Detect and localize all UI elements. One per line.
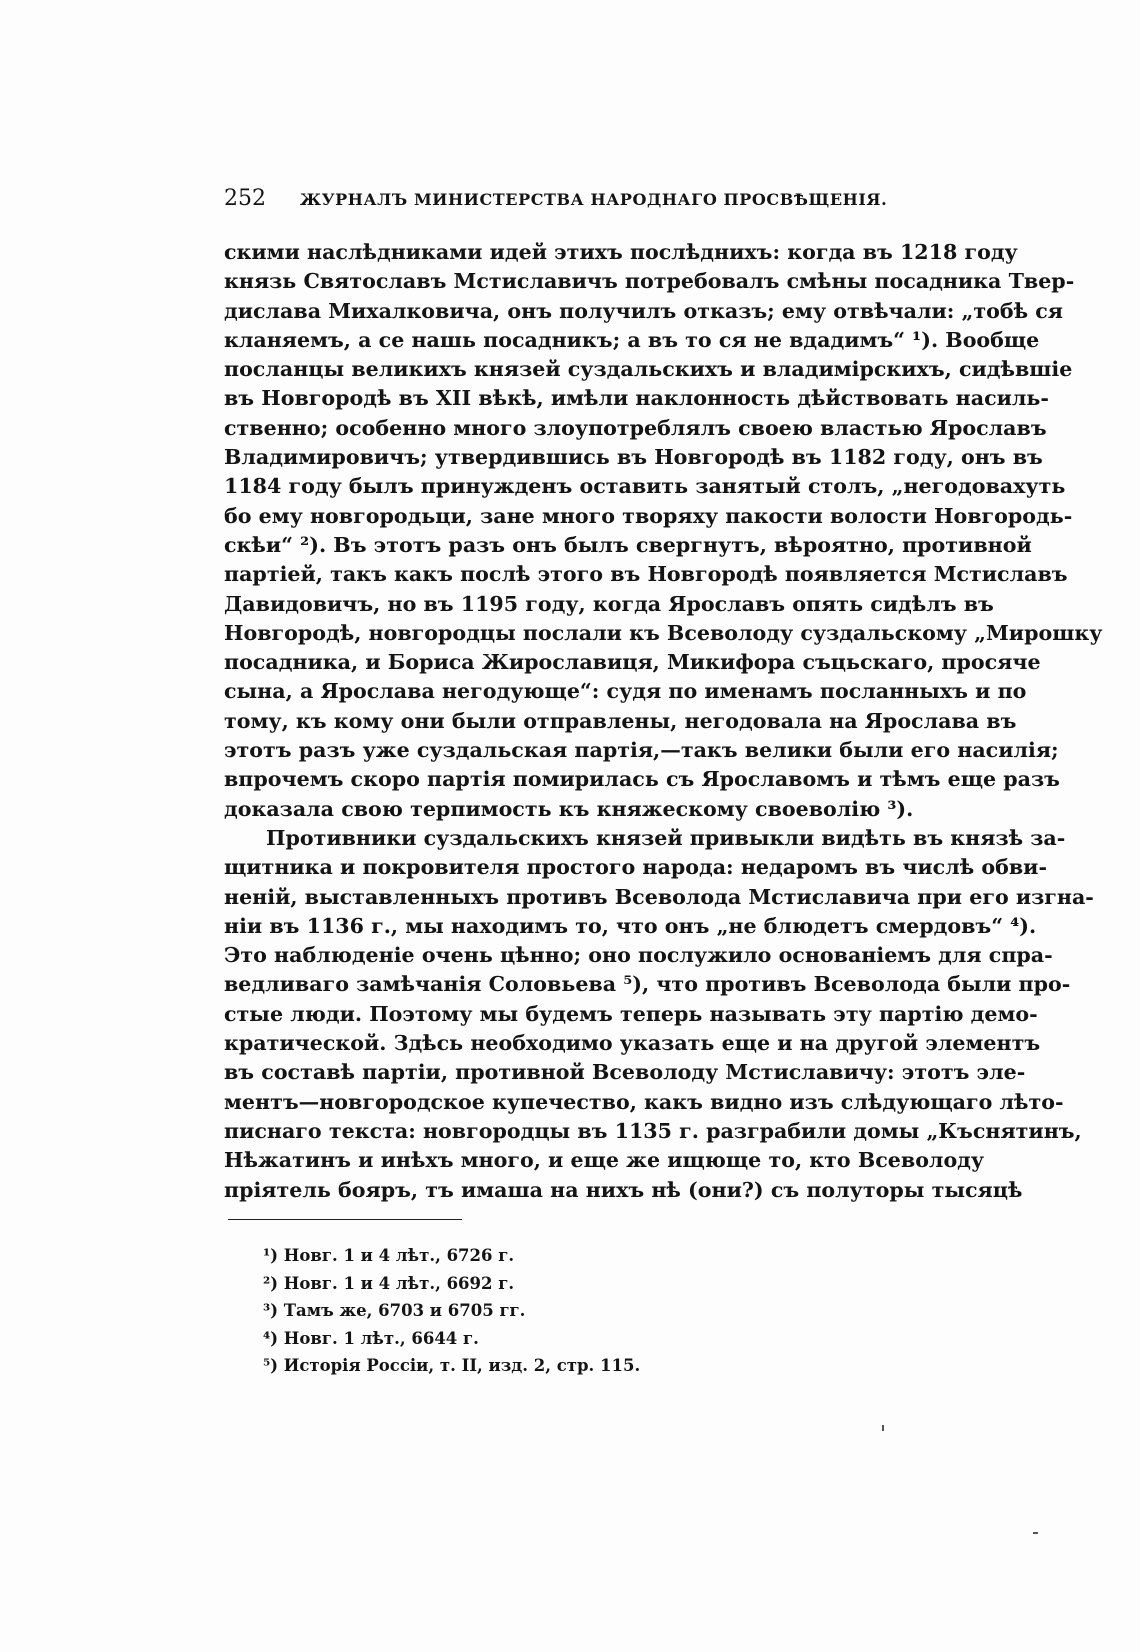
text-line: скими наслѣдниками идей этихъ послѣднихъ: когда въ 1218 году bbox=[224, 240, 1018, 264]
text-line: 1184 году былъ принужденъ оставить занятый столъ, „негодовахуть bbox=[224, 474, 1066, 499]
text-line: дислава Михалковича, онъ получилъ отказъ; ему отвѣчали: „тобѣ ся bbox=[224, 298, 1064, 323]
text-line: въ составѣ партіи, противной Всеволоду Мстиславичу: этотъ эле- bbox=[224, 1060, 1026, 1085]
paragraph-first-line: Противники суздальскихъ князей привыкли видѣть въ князѣ за- bbox=[266, 825, 1066, 850]
text-line: Давидовичъ, но въ 1195 году, когда Ярославъ опять сидѣлъ въ bbox=[224, 591, 994, 616]
scan-speck bbox=[1033, 1532, 1038, 1534]
text-line: въ Новгородѣ въ XII вѣкѣ, имѣли наклонность дѣйствовать насиль- bbox=[224, 386, 1049, 411]
text-line: тому, къ кому они были отправлены, негодовала на Ярослава въ bbox=[224, 708, 1017, 733]
text-line: посадника, и Бориса Жирославиця, Микифора съцьскаго, просяче bbox=[224, 650, 1041, 675]
text-line: щитника и покровителя простого народа: недаромъ въ числѣ обви- bbox=[224, 855, 1047, 880]
text-line: ментъ—новгородское купечество, какъ видно изъ слѣдующаго лѣто- bbox=[224, 1089, 1064, 1114]
text-line: этотъ разъ уже суздальская партія,—такъ велики были его насилія; bbox=[224, 738, 1059, 763]
text-line: партіей, такъ какъ послѣ этого въ Новгородѣ появляется Мстиславъ bbox=[224, 562, 1068, 587]
footnote: ⁴) Новг. 1 лѣт., 6644 г. bbox=[263, 1328, 479, 1348]
text-line: ственно; особенно много злоупотреблялъ своею властью Ярославъ bbox=[224, 415, 1047, 440]
page-header bbox=[224, 186, 934, 211]
running-title: ЖУРНАЛЪ МИНИСТЕРСТВА НАРОДНАГО ПРОСВѢЩЕНІЯ. bbox=[300, 190, 888, 209]
text-line: писнаго текста: новгородцы въ 1135 г. разграбили домы „Къснятинъ, bbox=[224, 1118, 1082, 1143]
text-line: Владимировичъ; утвердившись въ Новгородѣ въ 1182 году, онъ въ bbox=[224, 445, 1043, 470]
footnote: ¹) Новг. 1 и 4 лѣт., 6726 г. bbox=[263, 1246, 515, 1265]
text-line: ніи въ 1136 г., мы находимъ то, что онъ „не блюдетъ смердовъ“ ⁴). bbox=[224, 913, 1037, 938]
footnote-divider bbox=[228, 1219, 462, 1220]
text-line: князь Святославъ Мстиславичъ потребовалъ смѣны посадника Твер- bbox=[224, 269, 1075, 294]
text-line: посланцы великихъ князей суздальскихъ и владимірскихъ, сидѣвшіе bbox=[224, 357, 1073, 382]
text-line: бо ему новгородьци, зане много творяху пакости волости Новгородь- bbox=[224, 503, 1073, 528]
main-text bbox=[224, 238, 1103, 1205]
footnotes bbox=[263, 1242, 863, 1380]
text-line: сына, а Ярослава негодующе“: судя по именамъ посланныхъ и по bbox=[224, 679, 1027, 704]
text-line: Это наблюденіе очень цѣнно; оно послужило основаніемъ для спра- bbox=[224, 943, 1053, 968]
text-line: скѣи“ ²). Въ этотъ разъ онъ былъ свергнутъ, вѣроятно, противной bbox=[224, 532, 1032, 557]
text-line: неній, выставленныхъ противъ Всеволода Мстиславича при его изгна- bbox=[224, 884, 1094, 909]
scan-speck bbox=[882, 1425, 884, 1431]
text-line: Новгородѣ, новгородцы послали къ Всеволоду суздальскому „Мирошку bbox=[224, 620, 1103, 645]
text-line: впрочемъ скоро партія помирилась съ Ярославомъ и тѣмъ еще разъ bbox=[224, 767, 1060, 792]
text-line: стые люди. Поэтому мы будемъ теперь называть эту партію демо- bbox=[224, 1001, 1038, 1026]
text-line: ведливаго замѣчанія Соловьева ⁵), что противъ Всеволода были про- bbox=[224, 972, 1071, 997]
footnote: ²) Новг. 1 и 4 лѣт., 6692 г. bbox=[263, 1273, 515, 1293]
footnote: ³) Тамъ же, 6703 и 6705 гг. bbox=[263, 1301, 526, 1321]
text-line: кратической. Здѣсь необходимо указать еще и на другой элементъ bbox=[224, 1031, 1041, 1056]
paragraph-last-line: доказала свою терпимость къ княжескому своеволію ³). bbox=[224, 796, 914, 821]
footnote: ⁵) Исторія Россіи, т. II, изд. 2, стр. 115. bbox=[263, 1356, 641, 1376]
text-line: Нѣжатинъ и инѣхъ много, и еще же ищюще то, кто Всеволоду bbox=[224, 1148, 985, 1173]
text-line: пріятель бояръ, тъ имаша на нихъ нѣ (они?) съ полуторы тысяцѣ bbox=[224, 1177, 1023, 1202]
text-line: кланяемъ, а се нашь посадникъ; а въ то ся не вдадимъ“ ¹). Вообще bbox=[224, 327, 1040, 352]
page-number: 252 bbox=[224, 186, 266, 211]
